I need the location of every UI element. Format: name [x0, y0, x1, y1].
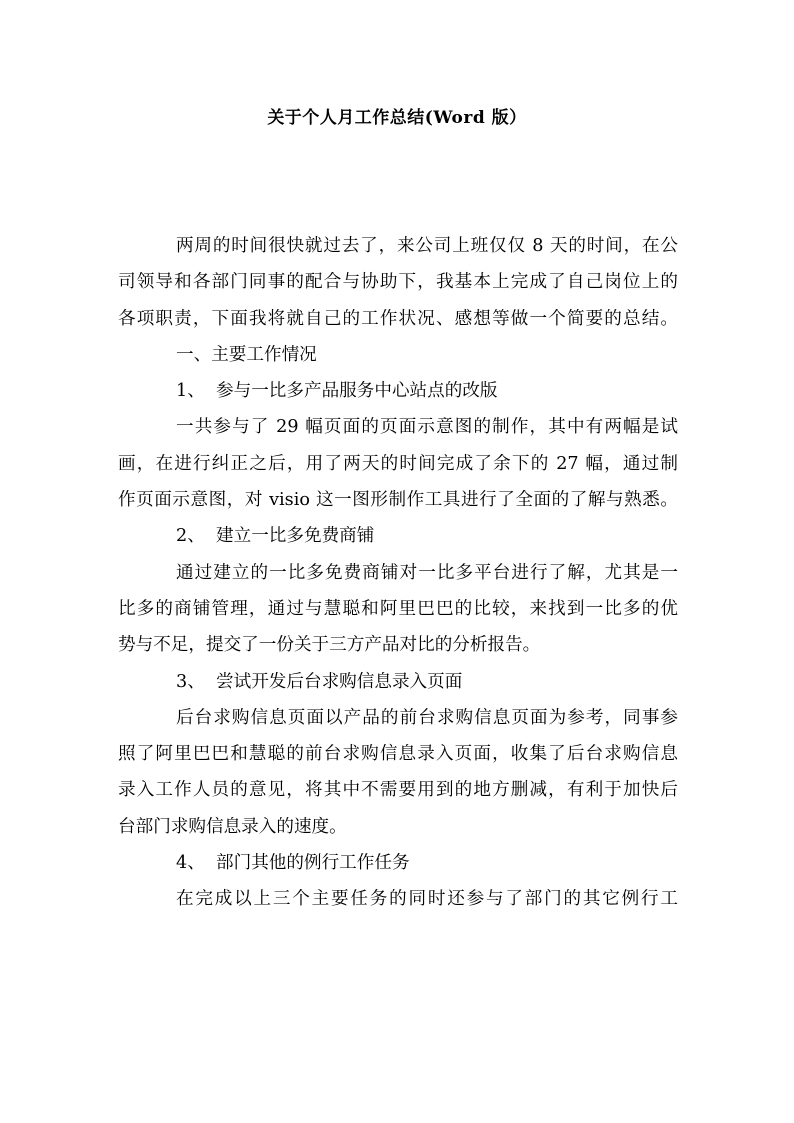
- item-number: 4、: [176, 853, 205, 874]
- item-number: 2、: [176, 526, 205, 547]
- paragraph-line: 司领导和各部门同事的配合与协助下，我基本上完成了自己岗位上的: [118, 272, 678, 293]
- subheading-text: 部门其他的例行工作任务: [216, 853, 410, 874]
- paragraph-line: 画，在进行纠正之后，用了两天的时间完成了余下的 27 幅，通过制: [118, 453, 678, 474]
- paragraph-line: 录入工作人员的意见，将其中不需要用到的地方删减，有利于加快后: [118, 780, 678, 801]
- paragraph-line: 台部门求购信息录入的速度。: [118, 816, 347, 837]
- item-number: 1、: [176, 381, 205, 402]
- paragraph-line: 势与不足，提交了一份关于三方产品对比的分析报告。: [118, 635, 541, 656]
- page-title: 关于个人月工作总结(Word 版）: [267, 108, 527, 128]
- paragraph-line: 一共参与了 29 幅页面的页面示意图的制作，其中有两幅是试: [176, 417, 678, 438]
- paragraph-line: 通过建立的一比多免费商铺对一比多平台进行了解，尤其是一: [176, 562, 678, 583]
- paragraph-line: 两周的时间很快就过去了，来公司上班仅仅 8 天的时间，在公: [176, 236, 678, 256]
- section-heading: 一、主要工作情况: [176, 344, 317, 365]
- paragraph-line: 后台求购信息页面以产品的前台求购信息页面为参考，同事参: [176, 707, 678, 728]
- paragraph-line: 作页面示意图，对 visio 这一图形制作工具进行了全面的了解与熟悉。: [118, 490, 678, 511]
- paragraph-line: 照了阿里巴巴和慧聪的前台求购信息录入页面，收集了后台求购信息: [118, 744, 678, 765]
- subheading-text: 参与一比多产品服务中心站点的改版: [216, 381, 498, 402]
- subheading-text: 尝试开发后台求购信息录入页面: [216, 671, 463, 692]
- subheading-2: [118, 518, 678, 554]
- paragraph-line: 各项职责，下面我将就自己的工作状况、感想等做一个简要的总结。: [118, 308, 678, 329]
- paragraph-line: 在完成以上三个主要任务的同时还参与了部门的其它例行工: [176, 889, 678, 910]
- subheading-1: [118, 373, 678, 409]
- subheading-text: 建立一比多免费商铺: [216, 526, 375, 547]
- document-body: [118, 228, 678, 918]
- paragraph-line: 比多的商铺管理，通过与慧聪和阿里巴巴的比较，来找到一比多的优: [118, 598, 678, 619]
- item-number: 3、: [176, 671, 205, 692]
- subheading-4: [118, 845, 678, 881]
- subheading-3: [118, 664, 678, 700]
